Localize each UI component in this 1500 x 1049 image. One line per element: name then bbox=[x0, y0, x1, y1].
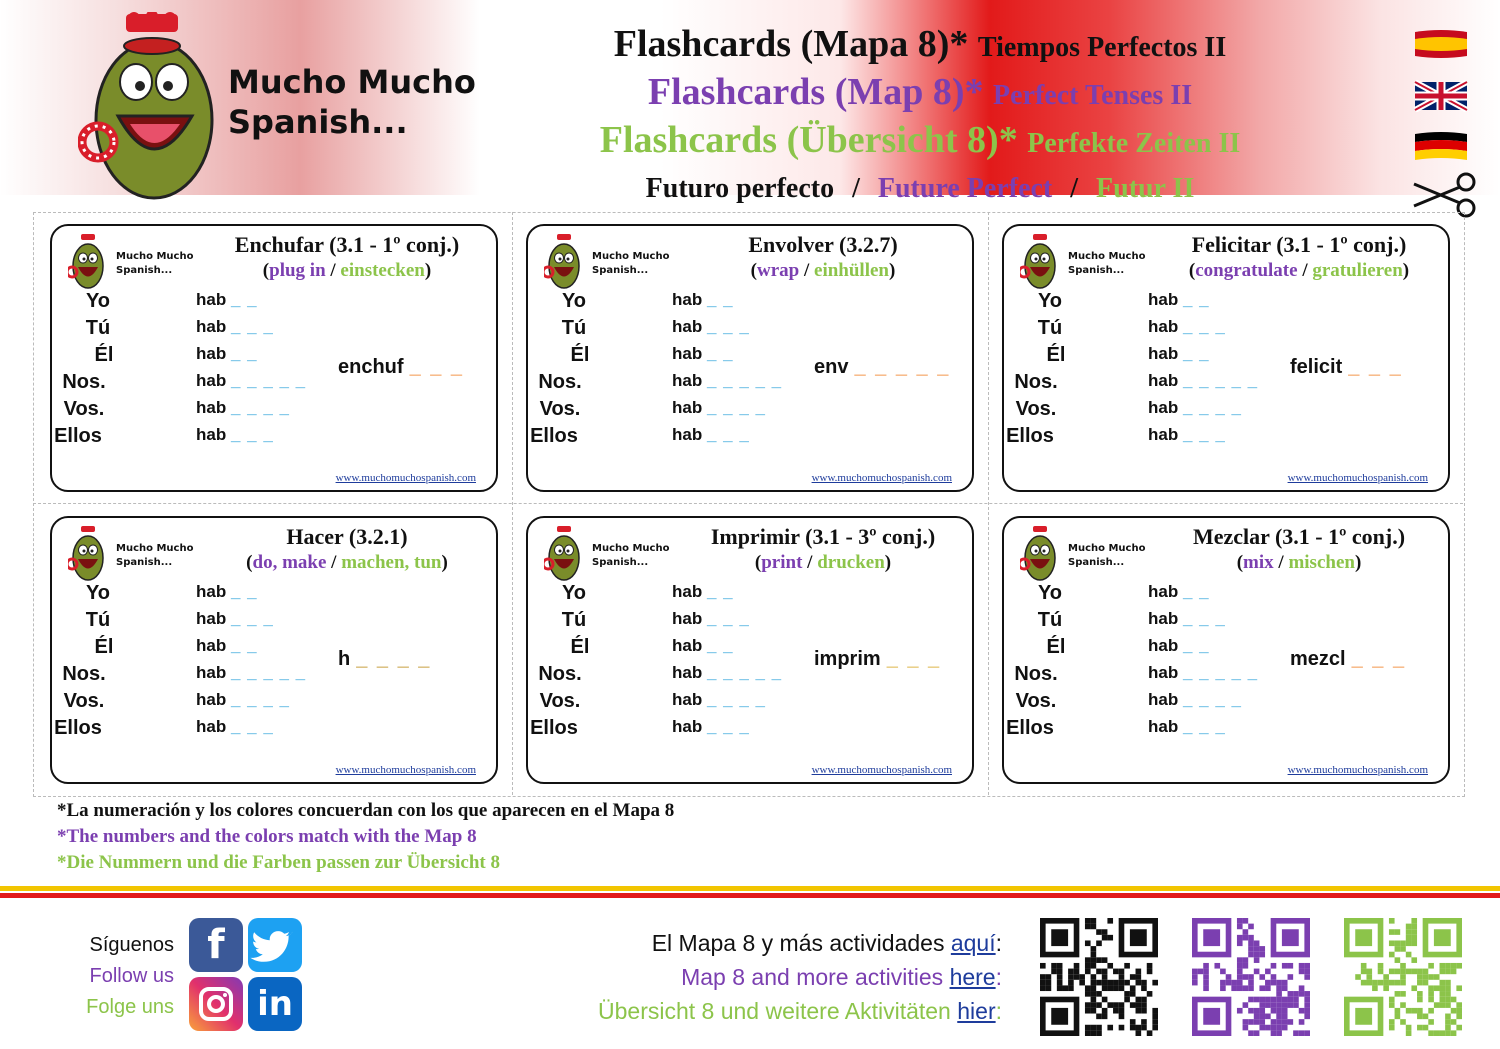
pronoun-label: Yo bbox=[1037, 290, 1063, 312]
title-en-sub: Perfect Tenses II bbox=[993, 80, 1193, 111]
aux-blanks: _ _ bbox=[1182, 344, 1210, 363]
auxiliary-row bbox=[196, 717, 274, 737]
aux-stem: hab bbox=[196, 636, 227, 655]
follow-de: Folge uns bbox=[86, 996, 174, 1018]
pronoun-label: Yo bbox=[561, 582, 587, 604]
mini-brand bbox=[592, 542, 669, 570]
more-en-text: Map 8 and more activities bbox=[681, 964, 950, 990]
pronoun-label: Vos. bbox=[539, 398, 581, 420]
aux-stem: hab bbox=[672, 582, 703, 601]
title-german bbox=[470, 118, 1370, 166]
aux-stem: hab bbox=[196, 582, 227, 601]
footnote-en: *The numbers and the colors match with the Map 8 bbox=[57, 826, 477, 847]
auxiliary-row bbox=[196, 371, 306, 391]
translation-separator: / bbox=[1297, 260, 1313, 281]
auxiliary-row bbox=[1148, 344, 1210, 364]
aux-blanks: _ _ _ bbox=[1182, 609, 1226, 628]
pronoun-label: Yo bbox=[85, 290, 111, 312]
pronoun-label: Ellos bbox=[530, 717, 578, 739]
website-link[interactable]: www.muchomuchospanish.com bbox=[1287, 472, 1428, 484]
qr-code-purple[interactable] bbox=[1192, 918, 1310, 1036]
more-activities-block bbox=[520, 926, 1002, 1028]
aux-stem: hab bbox=[672, 636, 703, 655]
mini-brand-line-2: Spanish... bbox=[116, 265, 173, 276]
auxiliary-row bbox=[672, 317, 750, 337]
aux-blanks: _ _ bbox=[706, 636, 734, 655]
aux-blanks: _ _ _ bbox=[706, 425, 750, 444]
instagram-icon[interactable] bbox=[189, 977, 243, 1031]
paren-open: ( bbox=[754, 552, 762, 573]
pronoun-label: Vos. bbox=[539, 690, 581, 712]
title-es-sub: Tiempos Perfectos II bbox=[977, 32, 1227, 63]
mini-brand-line-1: Mucho Mucho bbox=[1068, 543, 1146, 554]
flashcard bbox=[1002, 516, 1450, 784]
link-hier[interactable]: hier bbox=[957, 998, 996, 1024]
uk-flag-icon bbox=[1413, 80, 1469, 112]
title-es-main: Flashcards (Mapa 8)* bbox=[613, 23, 969, 65]
aux-blanks: _ _ bbox=[706, 290, 734, 309]
spain-flag-icon bbox=[1413, 28, 1469, 60]
auxiliary-row bbox=[672, 582, 734, 602]
pronoun-label: Yo bbox=[1037, 582, 1063, 604]
auxiliary-row bbox=[672, 609, 750, 629]
auxiliary-row bbox=[1148, 425, 1226, 445]
participle-stem bbox=[338, 356, 464, 379]
paren-close: ) bbox=[889, 260, 896, 281]
mini-brand bbox=[116, 250, 193, 278]
olive-mascot-logo bbox=[1020, 234, 1060, 290]
mini-brand bbox=[1068, 542, 1145, 570]
auxiliary-row bbox=[672, 636, 734, 656]
translation-en: do, make bbox=[252, 552, 327, 573]
pronoun-label: Nos. bbox=[62, 663, 106, 685]
aux-blanks: _ _ _ bbox=[1182, 425, 1226, 444]
pronoun-label: Él bbox=[94, 344, 114, 366]
auxiliary-row bbox=[1148, 690, 1242, 710]
aux-stem: hab bbox=[1148, 636, 1179, 655]
follow-us-block bbox=[20, 930, 174, 1023]
translation-en: wrap bbox=[757, 260, 800, 281]
follow-en: Follow us bbox=[89, 965, 174, 987]
translation-de: gratulieren bbox=[1312, 260, 1403, 281]
paren-open: ( bbox=[1188, 260, 1196, 281]
mini-brand-line-1: Mucho Mucho bbox=[116, 543, 194, 554]
auxiliary-row bbox=[672, 663, 782, 683]
mini-brand-line-2: Spanish... bbox=[116, 557, 173, 568]
pronoun-label: Él bbox=[1046, 636, 1066, 658]
auxiliary-row bbox=[1148, 717, 1226, 737]
brand-line-2: Spanish... bbox=[228, 103, 408, 141]
aux-stem: hab bbox=[1148, 663, 1179, 682]
translation-en: plug in bbox=[269, 260, 326, 281]
aux-blanks: _ _ _ _ bbox=[230, 690, 290, 709]
pronoun-label: Vos. bbox=[63, 398, 105, 420]
translation-separator: / bbox=[799, 260, 815, 281]
verb-title: Envolver (3.2.7) bbox=[748, 232, 898, 257]
aux-stem: hab bbox=[1148, 582, 1179, 601]
aux-stem: hab bbox=[672, 425, 703, 444]
stem-text: enchuf bbox=[338, 356, 404, 378]
website-link[interactable]: www.muchomuchospanish.com bbox=[335, 472, 476, 484]
aux-stem: hab bbox=[672, 609, 703, 628]
facebook-icon[interactable]: f bbox=[189, 918, 243, 972]
auxiliary-row bbox=[672, 717, 750, 737]
stem-text: env bbox=[814, 356, 849, 378]
pronoun-label: Tú bbox=[1037, 609, 1063, 631]
tense-line bbox=[470, 168, 1370, 210]
aux-stem: hab bbox=[196, 344, 227, 363]
more-es bbox=[520, 926, 1002, 960]
auxiliary-row bbox=[672, 425, 750, 445]
olive-mascot-logo bbox=[544, 526, 584, 582]
pronoun-label: Él bbox=[570, 636, 590, 658]
verb-title: Enchufar (3.1 - 1º conj.) bbox=[234, 232, 460, 257]
aux-stem: hab bbox=[672, 690, 703, 709]
aux-stem: hab bbox=[196, 425, 227, 444]
stem-blanks: _ _ _ _ _ bbox=[854, 356, 951, 378]
linkedin-icon[interactable]: in bbox=[248, 977, 302, 1031]
aux-stem: hab bbox=[1148, 717, 1179, 736]
aux-blanks: _ _ _ bbox=[1182, 317, 1226, 336]
aux-stem: hab bbox=[196, 317, 227, 336]
paren-close: ) bbox=[441, 552, 448, 573]
auxiliary-row bbox=[196, 690, 290, 710]
aux-blanks: _ _ _ bbox=[706, 317, 750, 336]
translation-separator: / bbox=[325, 260, 341, 281]
pronoun-label: Tú bbox=[85, 317, 111, 339]
tense-es: Futuro perfecto bbox=[645, 173, 835, 204]
aux-blanks: _ _ bbox=[230, 344, 258, 363]
auxiliary-row bbox=[196, 344, 258, 364]
aux-blanks: _ _ _ _ _ bbox=[706, 663, 783, 682]
paren-close: ) bbox=[1354, 552, 1362, 573]
aux-blanks: _ _ _ _ _ bbox=[230, 663, 307, 682]
auxiliary-row bbox=[196, 290, 258, 310]
auxiliary-row bbox=[1148, 317, 1226, 337]
more-de bbox=[520, 994, 1002, 1028]
participle-stem bbox=[1290, 648, 1406, 671]
aux-stem: hab bbox=[672, 290, 703, 309]
olive-mascot-logo bbox=[78, 12, 228, 202]
mini-brand-line-2: Spanish... bbox=[592, 265, 649, 276]
auxiliary-row bbox=[1148, 371, 1258, 391]
paren-open: ( bbox=[750, 260, 757, 281]
red-stripe bbox=[0, 893, 1500, 898]
colon: : bbox=[995, 930, 1002, 956]
verb-translation bbox=[202, 552, 492, 574]
aux-stem: hab bbox=[672, 371, 703, 390]
title-block bbox=[470, 22, 1370, 210]
aux-blanks: _ _ bbox=[1182, 290, 1210, 309]
aux-blanks: _ _ _ _ _ bbox=[1182, 663, 1259, 682]
paren-open: ( bbox=[262, 260, 270, 281]
mini-brand bbox=[116, 542, 193, 570]
mini-brand bbox=[1068, 250, 1145, 278]
aux-stem: hab bbox=[672, 398, 703, 417]
colon: : bbox=[995, 964, 1002, 990]
pronoun-label: Ellos bbox=[530, 425, 578, 447]
cut-guide-line bbox=[33, 503, 1463, 504]
title-english bbox=[470, 70, 1370, 118]
verb-title: Felicitar (3.1 - 1º conj.) bbox=[1191, 232, 1407, 257]
auxiliary-row bbox=[196, 425, 274, 445]
verb-translation bbox=[1154, 552, 1444, 574]
flashcard bbox=[50, 224, 498, 492]
twitter-icon[interactable] bbox=[248, 918, 302, 972]
stem-blanks: _ _ _ bbox=[409, 356, 465, 378]
auxiliary-row bbox=[196, 609, 274, 629]
website-link[interactable]: www.muchomuchospanish.com bbox=[811, 472, 952, 484]
auxiliary-row bbox=[1148, 290, 1210, 310]
more-de-text: Übersicht 8 und weitere Aktivitäten bbox=[598, 998, 958, 1024]
olive-mascot-logo bbox=[544, 234, 584, 290]
aux-blanks: _ _ _ _ _ bbox=[230, 371, 307, 390]
aux-stem: hab bbox=[1148, 425, 1179, 444]
germany-flag-icon bbox=[1413, 130, 1469, 162]
pronoun-label: Tú bbox=[561, 609, 587, 631]
translation-en: mix bbox=[1243, 552, 1274, 573]
olive-mascot-logo bbox=[68, 526, 108, 582]
aux-stem: hab bbox=[1148, 290, 1179, 309]
auxiliary-row bbox=[196, 636, 258, 656]
flashcard bbox=[50, 516, 498, 784]
aux-stem: hab bbox=[1148, 690, 1179, 709]
website-link[interactable]: www.muchomuchospanish.com bbox=[1287, 764, 1428, 776]
translation-de: drucken bbox=[817, 552, 885, 573]
aux-blanks: _ _ _ bbox=[1182, 717, 1226, 736]
stem-text: imprim bbox=[814, 648, 881, 670]
aux-stem: hab bbox=[196, 290, 227, 309]
aux-blanks: _ _ _ bbox=[706, 609, 750, 628]
pronoun-label: Ellos bbox=[1006, 717, 1054, 739]
flashcard bbox=[526, 516, 974, 784]
aux-stem: hab bbox=[196, 663, 227, 682]
aux-blanks: _ _ bbox=[230, 636, 258, 655]
auxiliary-row bbox=[1148, 663, 1258, 683]
translation-de: einstecken bbox=[340, 260, 425, 281]
translation-en: print bbox=[761, 552, 803, 573]
aux-stem: hab bbox=[196, 609, 227, 628]
aux-blanks: _ _ _ _ _ bbox=[1182, 371, 1259, 390]
aux-stem: hab bbox=[196, 717, 227, 736]
aux-stem: hab bbox=[196, 690, 227, 709]
aux-stem: hab bbox=[1148, 371, 1179, 390]
aux-blanks: _ _ _ bbox=[230, 717, 274, 736]
mini-brand-line-1: Mucho Mucho bbox=[592, 251, 670, 262]
verb-translation bbox=[678, 260, 968, 282]
mini-brand-line-1: Mucho Mucho bbox=[116, 251, 194, 262]
tense-separator: / bbox=[1070, 173, 1079, 204]
stem-text: h bbox=[338, 648, 351, 670]
link-here[interactable]: here bbox=[949, 964, 996, 990]
aux-blanks: _ _ bbox=[1182, 636, 1210, 655]
participle-stem bbox=[814, 648, 941, 671]
aux-blanks: _ _ _ _ bbox=[706, 398, 766, 417]
footnote-de: *Die Nummern und die Farben passen zur Übersicht 8 bbox=[57, 852, 500, 873]
aux-blanks: _ _ bbox=[230, 582, 258, 601]
stem-blanks: _ _ _ _ bbox=[356, 648, 432, 670]
paren-close: ) bbox=[424, 260, 432, 281]
verb-title: Mezclar (3.1 - 1º conj.) bbox=[1192, 524, 1406, 549]
participle-stem bbox=[814, 356, 950, 379]
aux-blanks: _ _ bbox=[1182, 582, 1210, 601]
aux-blanks: _ _ _ bbox=[230, 609, 274, 628]
translation-de: einhüllen bbox=[814, 260, 889, 281]
auxiliary-row bbox=[196, 582, 258, 602]
pronoun-label: Ellos bbox=[54, 425, 102, 447]
pronoun-label: Nos. bbox=[1014, 663, 1058, 685]
verb-translation bbox=[1154, 260, 1444, 282]
paren-open: ( bbox=[1236, 552, 1244, 573]
auxiliary-row bbox=[672, 371, 782, 391]
translation-separator: / bbox=[802, 552, 818, 573]
paren-close: ) bbox=[1402, 260, 1410, 281]
verb-translation bbox=[202, 260, 492, 282]
pronoun-label: Tú bbox=[561, 317, 587, 339]
qr-code-black[interactable] bbox=[1040, 918, 1158, 1036]
stem-blanks: _ _ _ bbox=[1351, 648, 1407, 670]
auxiliary-row bbox=[1148, 398, 1242, 418]
title-en-main: Flashcards (Map 8)* bbox=[647, 71, 984, 113]
pronoun-label: Nos. bbox=[538, 371, 582, 393]
aux-blanks: _ _ _ bbox=[230, 317, 274, 336]
aux-blanks: _ _ _ bbox=[230, 425, 274, 444]
pronoun-label: Vos. bbox=[1015, 690, 1057, 712]
aux-stem: hab bbox=[1148, 344, 1179, 363]
yellow-stripe bbox=[0, 886, 1500, 891]
pronoun-label: Él bbox=[94, 636, 114, 658]
auxiliary-row bbox=[196, 398, 290, 418]
aux-blanks: _ _ _ bbox=[706, 717, 750, 736]
paren-open: ( bbox=[246, 552, 253, 573]
auxiliary-row bbox=[1148, 582, 1210, 602]
mini-brand-line-2: Spanish... bbox=[592, 557, 649, 568]
aux-blanks: _ _ bbox=[706, 582, 734, 601]
aux-blanks: _ _ _ _ _ bbox=[706, 371, 783, 390]
brand-line-1: Mucho Mucho bbox=[228, 63, 476, 101]
more-en bbox=[520, 960, 1002, 994]
title-de-sub: Perfekte Zeiten II bbox=[1027, 128, 1241, 159]
follow-es: Síguenos bbox=[89, 934, 174, 956]
aux-stem: hab bbox=[1148, 609, 1179, 628]
aux-stem: hab bbox=[196, 398, 227, 417]
pronoun-label: Tú bbox=[85, 609, 111, 631]
pronoun-label: Ellos bbox=[54, 717, 102, 739]
aux-blanks: _ _ bbox=[230, 290, 258, 309]
auxiliary-row bbox=[672, 398, 766, 418]
auxiliary-row bbox=[196, 663, 306, 683]
verb-translation bbox=[678, 552, 968, 574]
auxiliary-row bbox=[672, 290, 734, 310]
translation-en: congratulate bbox=[1195, 260, 1298, 281]
aux-stem: hab bbox=[672, 344, 703, 363]
participle-stem bbox=[1290, 356, 1403, 379]
pronoun-label: Tú bbox=[1037, 317, 1063, 339]
mini-brand-line-2: Spanish... bbox=[1068, 557, 1125, 568]
mini-brand-line-2: Spanish... bbox=[1068, 265, 1125, 276]
brand-name bbox=[228, 62, 476, 142]
pronoun-label: Él bbox=[570, 344, 590, 366]
link-aqui[interactable]: aquí bbox=[950, 930, 996, 956]
auxiliary-row bbox=[1148, 609, 1226, 629]
footnotes bbox=[57, 798, 674, 876]
translation-de: machen, tun bbox=[341, 552, 442, 573]
pronoun-label: Ellos bbox=[1006, 425, 1054, 447]
colon: : bbox=[995, 998, 1002, 1024]
tense-de: Futur II bbox=[1096, 173, 1195, 204]
aux-blanks: _ _ bbox=[706, 344, 734, 363]
qr-code-green[interactable] bbox=[1344, 918, 1462, 1036]
auxiliary-row bbox=[196, 317, 274, 337]
verb-title: Hacer (3.2.1) bbox=[286, 524, 408, 549]
title-de-main: Flashcards (Übersicht 8)* bbox=[599, 119, 1018, 161]
aux-stem: hab bbox=[1148, 317, 1179, 336]
flashcard bbox=[1002, 224, 1450, 492]
tense-en: Future Perfect bbox=[877, 173, 1053, 204]
stem-blanks: _ _ _ bbox=[1348, 356, 1403, 378]
stem-text: felicit bbox=[1290, 356, 1343, 378]
aux-blanks: _ _ _ _ bbox=[1182, 690, 1242, 709]
translation-separator: / bbox=[326, 552, 342, 573]
mini-brand-line-1: Mucho Mucho bbox=[592, 543, 670, 554]
aux-stem: hab bbox=[672, 663, 703, 682]
title-spanish bbox=[470, 22, 1370, 70]
aux-blanks: _ _ _ _ bbox=[1182, 398, 1242, 417]
pronoun-label: Nos. bbox=[62, 371, 106, 393]
olive-mascot-logo bbox=[1020, 526, 1060, 582]
mini-brand bbox=[592, 250, 669, 278]
more-es-text: El Mapa 8 y más actividades bbox=[651, 930, 951, 956]
paren-close: ) bbox=[884, 552, 892, 573]
website-link[interactable]: www.muchomuchospanish.com bbox=[811, 764, 952, 776]
translation-de: mischen bbox=[1288, 552, 1355, 573]
footnote-es: *La numeración y los colores concuerdan con los que aparecen en el Mapa 8 bbox=[57, 800, 675, 821]
mini-brand-line-1: Mucho Mucho bbox=[1068, 251, 1146, 262]
auxiliary-row bbox=[672, 344, 734, 364]
aux-stem: hab bbox=[1148, 398, 1179, 417]
pronoun-label: Yo bbox=[561, 290, 587, 312]
aux-blanks: _ _ _ _ bbox=[706, 690, 766, 709]
tense-separator: / bbox=[852, 173, 860, 204]
aux-stem: hab bbox=[672, 717, 703, 736]
verb-title: Imprimir (3.1 - 3º conj.) bbox=[710, 524, 936, 549]
pronoun-label: Yo bbox=[85, 582, 111, 604]
olive-mascot-logo bbox=[68, 234, 108, 290]
pronoun-label: Vos. bbox=[63, 690, 105, 712]
aux-stem: hab bbox=[672, 317, 703, 336]
stem-blanks: _ _ _ bbox=[886, 648, 942, 670]
pronoun-label: Él bbox=[1046, 344, 1066, 366]
auxiliary-row bbox=[672, 690, 766, 710]
auxiliary-row bbox=[1148, 636, 1210, 656]
translation-separator: / bbox=[1273, 552, 1289, 573]
aux-blanks: _ _ _ _ bbox=[230, 398, 290, 417]
pronoun-label: Nos. bbox=[1014, 371, 1058, 393]
pronoun-label: Vos. bbox=[1015, 398, 1057, 420]
aux-stem: hab bbox=[196, 371, 227, 390]
participle-stem bbox=[338, 648, 431, 671]
stem-text: mezcl bbox=[1290, 648, 1346, 670]
website-link[interactable]: www.muchomuchospanish.com bbox=[335, 764, 476, 776]
pronoun-label: Nos. bbox=[538, 663, 582, 685]
flashcard bbox=[526, 224, 974, 492]
